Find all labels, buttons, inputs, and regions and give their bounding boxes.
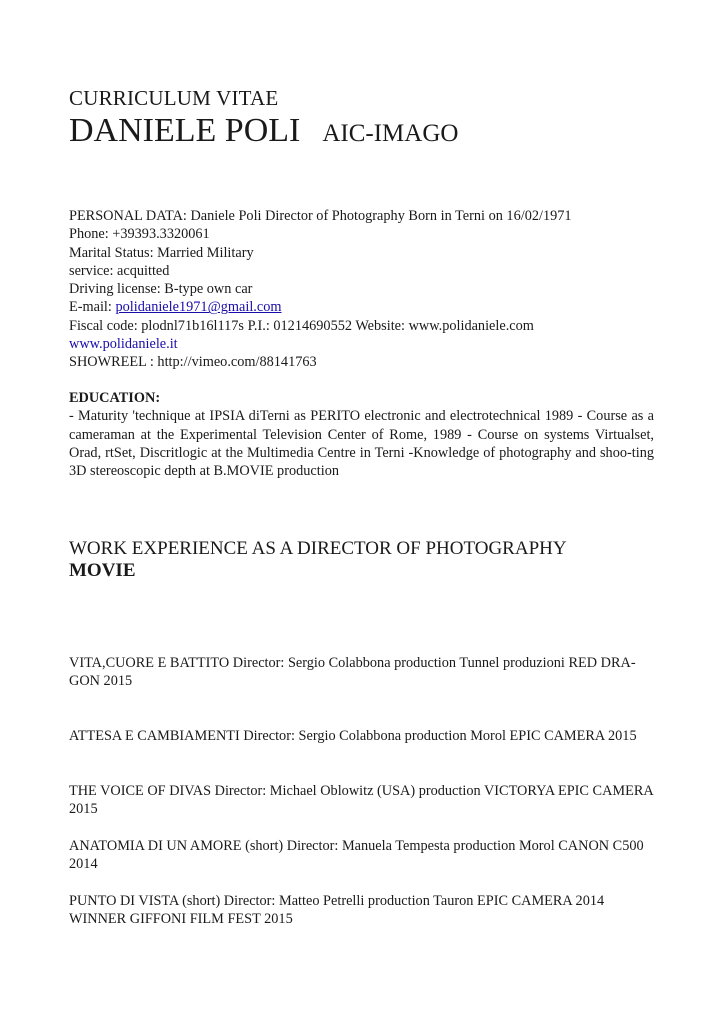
- work-experience-heading: [69, 538, 567, 582]
- organization: AIC-IMAGO: [322, 120, 459, 147]
- movie-entry: ANATOMIA DI UN AMORE (short) Director: Manuela Tempesta production Morol CANON C500 2014: [69, 838, 644, 873]
- website-link[interactable]: www.polidaniele.it: [69, 336, 178, 353]
- email-label: E-mail:: [69, 299, 116, 316]
- fiscal-code-line: Fiscal code: plodnl71b16l117s P.I.: 01214690552 Website: www.polidaniele.com: [69, 317, 534, 334]
- marital-status-line: Marital Status: Married Military: [69, 244, 254, 261]
- service-line: service: acquitted: [69, 262, 170, 279]
- showreel-line: SHOWREEL : http://vimeo.com/88141763: [69, 354, 317, 371]
- movie-entry: ATTESA E CAMBIAMENTI Director: Sergio Colabbona production Morol EPIC CAMERA 2015: [69, 728, 637, 744]
- movie-entry: PUNTO DI VISTA (short) Director: Matteo Petrelli production Tauron EPIC CAMERA 2014 WINNER GIFFONI FILM FEST 2015: [69, 893, 605, 928]
- education-section: [69, 389, 654, 480]
- movie-subtitle: MOVIE: [69, 560, 136, 581]
- person-name: DANIELE POLI: [69, 112, 301, 149]
- email-link[interactable]: polidaniele1971@gmail.com: [115, 299, 282, 316]
- personal-data-section: [69, 207, 572, 372]
- cv-label: CURRICULUM VITAE: [69, 86, 279, 110]
- education-title: EDUCATION:: [69, 390, 161, 406]
- name-row: [69, 112, 458, 150]
- personal-data-line: PERSONAL DATA: Daniele Poli Director of Photography Born in Terni on 16/02/1971: [69, 208, 572, 224]
- work-experience-title: WORK EXPERIENCE AS A DIRECTOR OF PHOTOGRAPHY: [69, 538, 567, 559]
- email-line: [69, 298, 572, 316]
- phone-line: Phone: +39393.3320061: [69, 226, 210, 243]
- education-text: - Maturity 'technique at IPSIA diTerni as PERITO electronic and electrotechnical 1989 - Course as a cameraman at the Experimental Television Center of Rome, 1989 - Course on systems Virtualset, Orad, rtSet, Discritlogic at the Multimedia Centre in Terni -Knowledge of photography and shoo-ting 3D stereoscopic depth at B.MOVIE production: [69, 408, 654, 480]
- movie-entry: THE VOICE OF DIVAS Director: Michael Oblowitz (USA) production VICTORYA EPIC CAMERA 2015: [69, 783, 653, 818]
- movie-entry: VITA,CUORE E BATTITO Director: Sergio Colabbona production Tunnel produzioni RED DRA-GON 2015: [69, 655, 636, 690]
- driving-license-line: Driving license: B-type own car: [69, 281, 253, 298]
